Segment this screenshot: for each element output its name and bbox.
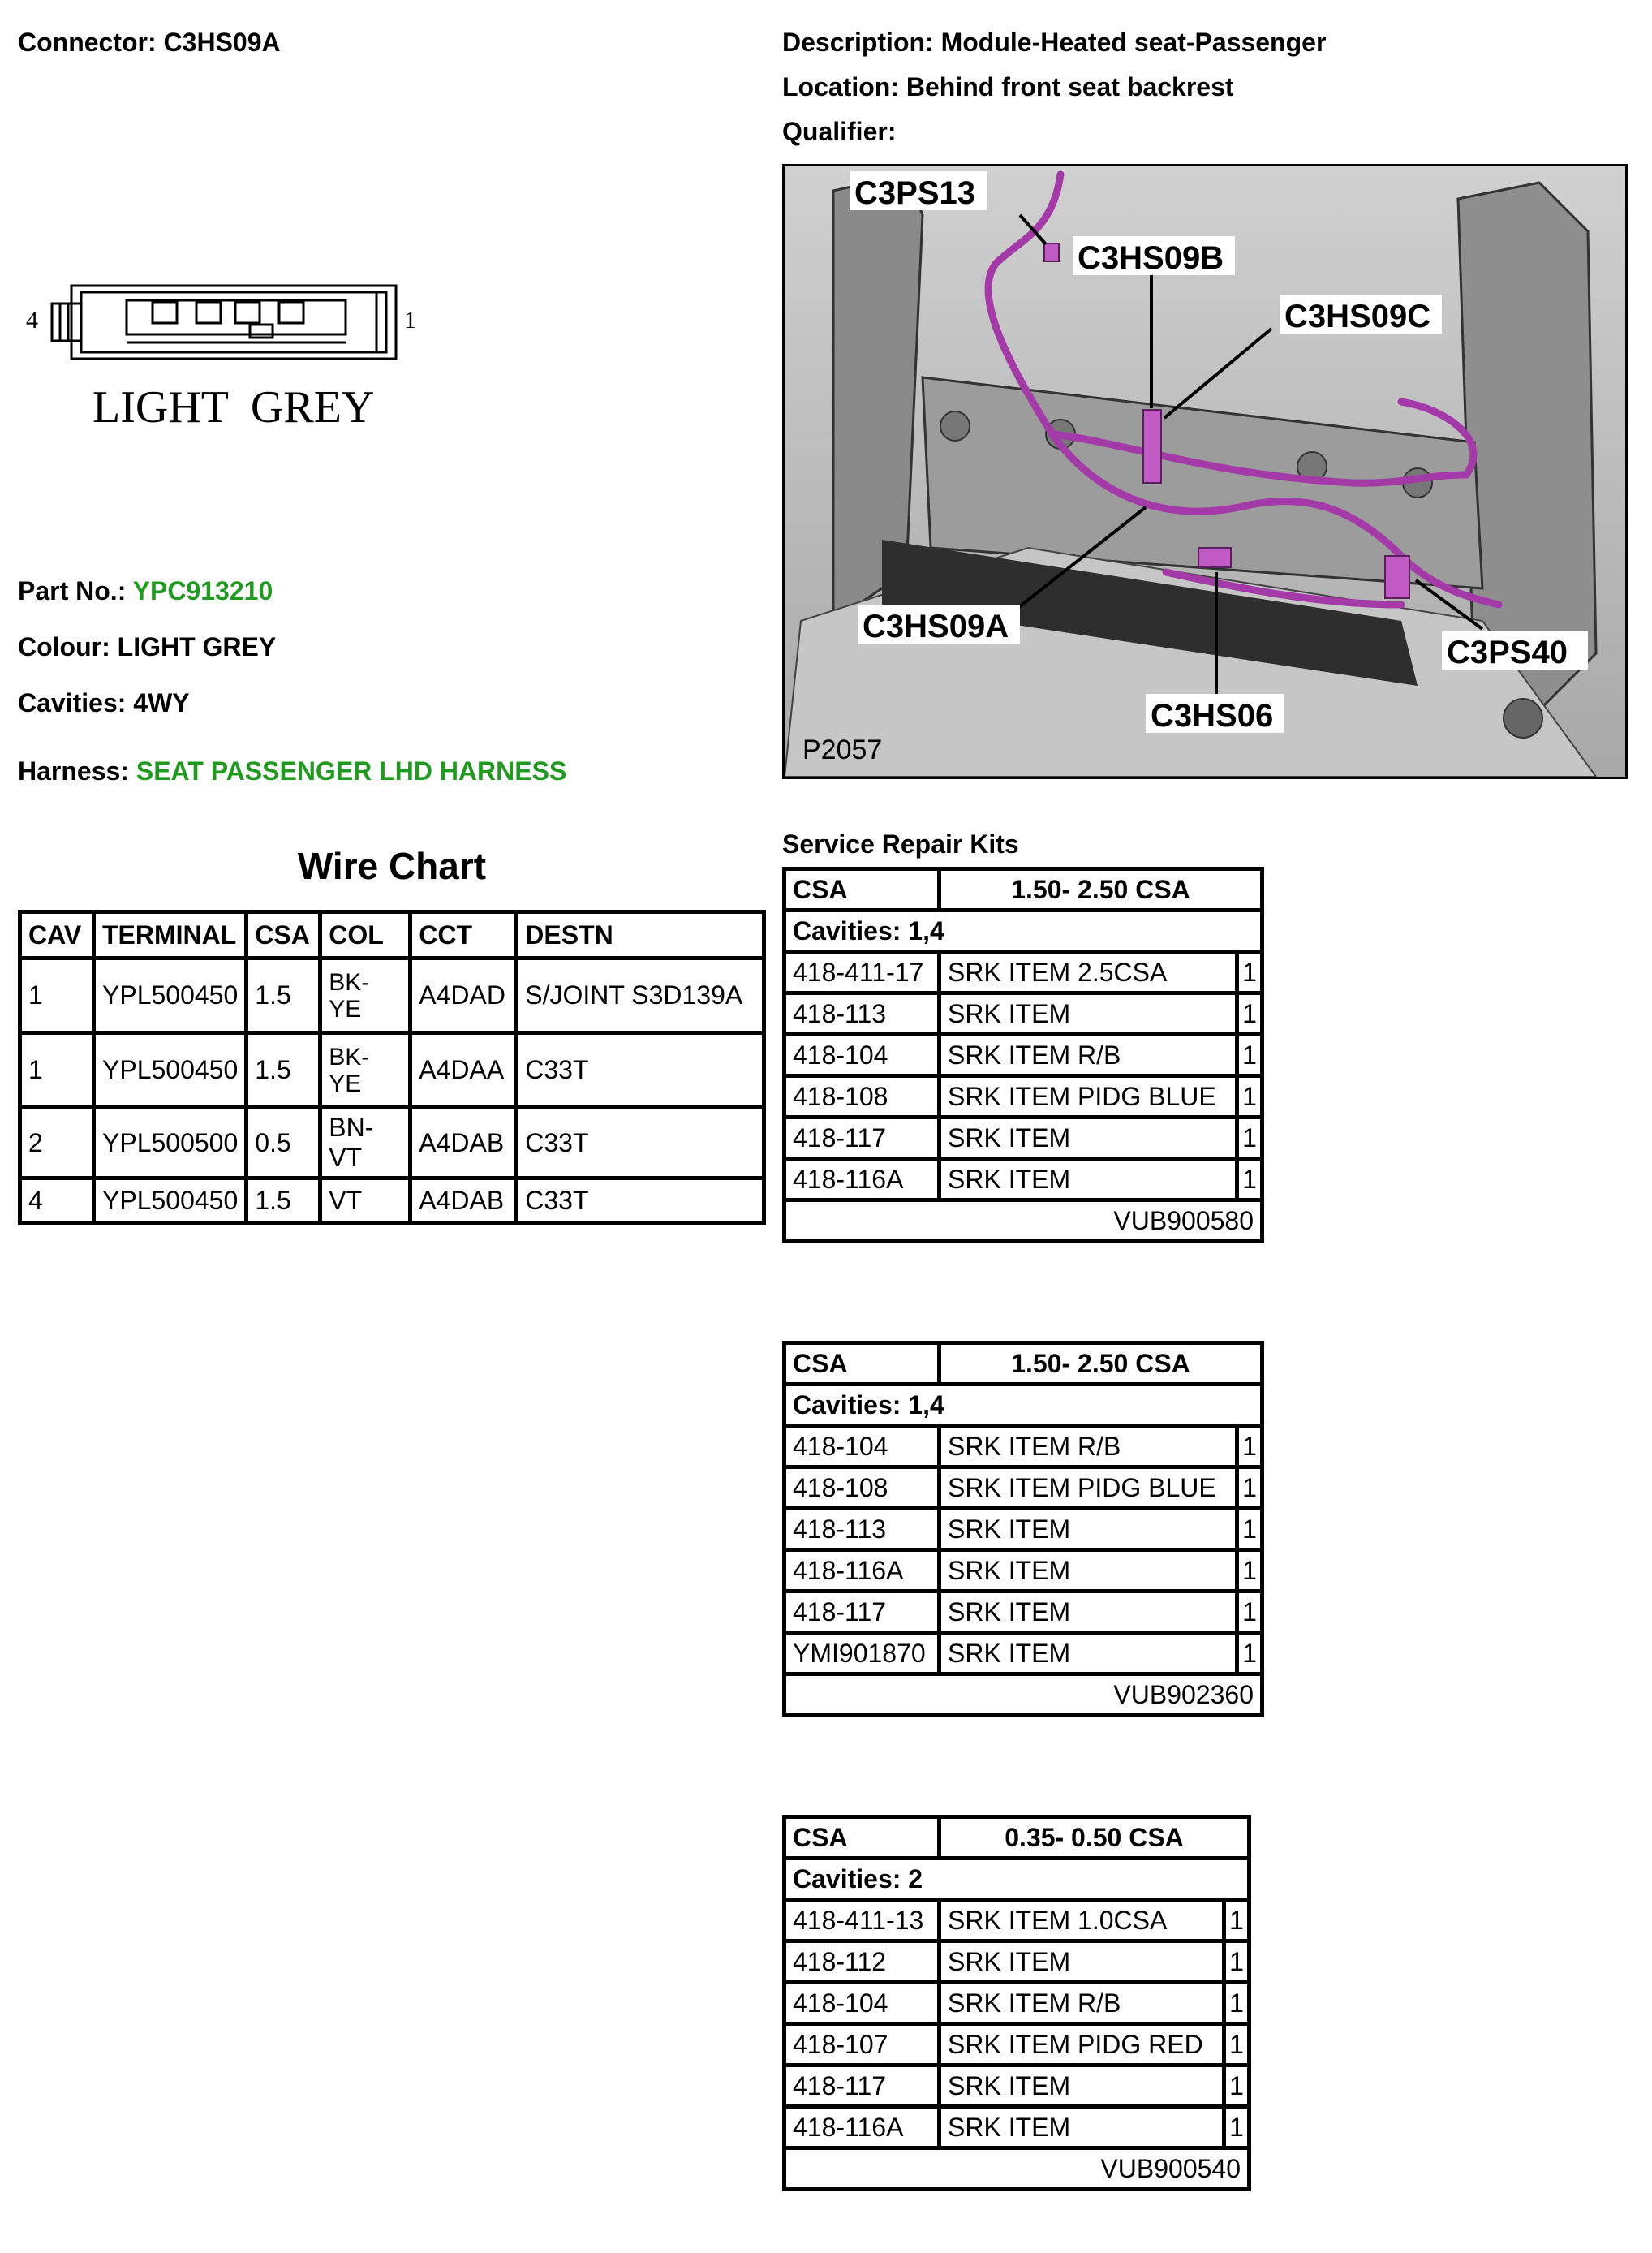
kit-item-desc: SRK ITEM xyxy=(940,993,1237,1035)
list-item xyxy=(785,1426,1263,1467)
list-item xyxy=(785,1159,1263,1200)
list-item xyxy=(785,1118,1263,1159)
cell-cav: 1 xyxy=(20,1033,94,1108)
kit-csa-label: CSA xyxy=(785,869,940,911)
kit-item-code: 418-113 xyxy=(785,1509,940,1550)
cell-cav: 1 xyxy=(20,958,94,1033)
cell-csa: 1.5 xyxy=(247,1033,321,1108)
kit-item-code: 418-117 xyxy=(785,2066,940,2107)
header-col: COL xyxy=(321,912,411,958)
kit-item-desc: SRK ITEM R/B xyxy=(940,1035,1237,1076)
kit-item-qty: 1 xyxy=(1237,1509,1263,1550)
cell-col: VT xyxy=(321,1178,411,1223)
kit-item-qty: 1 xyxy=(1237,1076,1263,1118)
kit-item-qty: 1 xyxy=(1237,1550,1263,1592)
cell-cct: A4DAD xyxy=(411,958,517,1033)
part-no xyxy=(18,576,273,606)
cell-cav: 4 xyxy=(20,1178,94,1223)
kit-item-code: 418-116A xyxy=(785,1159,940,1200)
kit-item-qty: 1 xyxy=(1237,1426,1263,1467)
kit-item-qty: 1 xyxy=(1224,1900,1250,1941)
cell-terminal: YPL500450 xyxy=(94,1033,247,1108)
cell-terminal: YPL500450 xyxy=(94,958,247,1033)
list-item xyxy=(785,1900,1250,1941)
list-item xyxy=(785,2107,1250,2148)
kit-cavities: Cavities: 1,4 xyxy=(785,911,1263,952)
description-label: Description: Module-Heated seat-Passenger xyxy=(782,28,1327,57)
callout-c3hs09b: C3HS09B xyxy=(1078,240,1224,276)
part-no-label: Part No.: xyxy=(18,576,127,605)
kit-item-desc: SRK ITEM xyxy=(940,1118,1237,1159)
list-item xyxy=(785,1633,1263,1674)
kit-item-code: 418-113 xyxy=(785,993,940,1035)
header-destn: DESTN xyxy=(517,912,764,958)
callout-c3hs09a: C3HS09A xyxy=(863,609,1009,644)
kit-csa-range: 1.50- 2.50 CSA xyxy=(940,1343,1263,1385)
table-row xyxy=(20,1033,764,1108)
cell-csa: 1.5 xyxy=(247,1178,321,1223)
kit-item-code: 418-117 xyxy=(785,1592,940,1633)
header-cct: CCT xyxy=(411,912,517,958)
kit-item-qty: 1 xyxy=(1237,1633,1263,1674)
left-pin-number: 4 xyxy=(26,307,38,334)
kit-item-qty: 1 xyxy=(1237,1467,1263,1509)
cell-cct: A4DAB xyxy=(411,1108,517,1178)
kit-item-desc: SRK ITEM xyxy=(940,1592,1237,1633)
kit-item-desc: SRK ITEM PIDG BLUE xyxy=(940,1076,1237,1118)
list-item xyxy=(785,1035,1263,1076)
repair-kit-table-3 xyxy=(782,1815,1251,2191)
harness-value[interactable]: SEAT PASSENGER LHD HARNESS xyxy=(136,756,567,786)
callout-c3ps13: C3PS13 xyxy=(854,175,975,211)
list-item xyxy=(785,1941,1250,1983)
kit-item-qty: 1 xyxy=(1224,1941,1250,1983)
kit-item-code: 418-411-13 xyxy=(785,1900,940,1941)
right-pin-number: 1 xyxy=(404,307,416,334)
kit-item-code: YMI901870 xyxy=(785,1633,940,1674)
kit-item-code: 418-108 xyxy=(785,1467,940,1509)
kit-item-code: 418-104 xyxy=(785,1035,940,1076)
kit-number: VUB900580 xyxy=(785,1200,1263,1242)
kit-cavities: Cavities: 2 xyxy=(785,1859,1250,1900)
list-item xyxy=(785,1509,1263,1550)
kit-item-qty: 1 xyxy=(1224,2066,1250,2107)
kit-item-code: 418-117 xyxy=(785,1118,940,1159)
connector-label: Connector: C3HS09A xyxy=(18,28,281,57)
cell-col: BK- YE xyxy=(321,1033,411,1108)
kit-item-desc: SRK ITEM xyxy=(940,1159,1237,1200)
kit-item-qty: 1 xyxy=(1224,1983,1250,2024)
cell-terminal: YPL500500 xyxy=(94,1108,247,1178)
kit-item-qty: 1 xyxy=(1224,2107,1250,2148)
repair-kit-table-1 xyxy=(782,867,1264,1243)
kit-item-desc: SRK ITEM xyxy=(940,2107,1224,2148)
kit-item-qty: 1 xyxy=(1237,1118,1263,1159)
table-row xyxy=(20,1108,764,1178)
header-terminal: TERMINAL xyxy=(94,912,247,958)
cell-cct: A4DAA xyxy=(411,1033,517,1108)
callout-c3ps40: C3PS40 xyxy=(1447,635,1568,670)
cell-destn: C33T xyxy=(517,1108,764,1178)
cell-csa: 0.5 xyxy=(247,1108,321,1178)
kit-item-desc: SRK ITEM xyxy=(940,2066,1224,2107)
connector-face-drawing xyxy=(23,268,428,446)
kit-item-qty: 1 xyxy=(1237,952,1263,993)
cell-terminal: YPL500450 xyxy=(94,1178,247,1223)
kit-item-code: 418-107 xyxy=(785,2024,940,2066)
qualifier-label: Qualifier: xyxy=(782,117,897,146)
cell-csa: 1.5 xyxy=(247,958,321,1033)
service-repair-kits-title: Service Repair Kits xyxy=(782,829,1019,859)
kit-item-qty: 1 xyxy=(1237,993,1263,1035)
kit-item-desc: SRK ITEM R/B xyxy=(940,1983,1224,2024)
kit-item-code: 418-116A xyxy=(785,1550,940,1592)
kit-item-code: 418-112 xyxy=(785,1941,940,1983)
list-item xyxy=(785,1592,1263,1633)
cell-destn: C33T xyxy=(517,1178,764,1223)
kit-cavities: Cavities: 1,4 xyxy=(785,1385,1263,1426)
list-item xyxy=(785,2024,1250,2066)
location-label: Location: Behind front seat backrest xyxy=(782,72,1234,101)
callout-c3hs09c: C3HS09C xyxy=(1284,299,1431,334)
kit-csa-label: CSA xyxy=(785,1817,940,1859)
colour-label: Colour: LIGHT GREY xyxy=(18,632,277,661)
photo-ref: P2057 xyxy=(802,734,883,765)
cavities-label: Cavities: 4WY xyxy=(18,688,190,717)
kit-item-code: 418-108 xyxy=(785,1076,940,1118)
cell-cct: A4DAB xyxy=(411,1178,517,1223)
header-cav: CAV xyxy=(20,912,94,958)
kit-csa-range: 0.35- 0.50 CSA xyxy=(940,1817,1250,1859)
kit-item-desc: SRK ITEM R/B xyxy=(940,1426,1237,1467)
location-photo xyxy=(782,164,1628,779)
kit-csa-label: CSA xyxy=(785,1343,940,1385)
kit-number: VUB902360 xyxy=(785,1674,1263,1716)
cell-destn: S/JOINT S3D139A xyxy=(517,958,764,1033)
cell-col: BN-VT xyxy=(321,1108,411,1178)
wire-chart-title: Wire Chart xyxy=(297,845,487,887)
kit-item-code: 418-411-17 xyxy=(785,952,940,993)
list-item xyxy=(785,1467,1263,1509)
connector-colour-text: LIGHT GREY xyxy=(92,382,375,433)
kit-item-code: 418-104 xyxy=(785,1983,940,2024)
cell-destn: C33T xyxy=(517,1033,764,1108)
seat-frame-illustration xyxy=(785,166,1625,777)
connector-diagram xyxy=(23,268,428,446)
table-row xyxy=(20,1178,764,1223)
kit-item-qty: 1 xyxy=(1237,1592,1263,1633)
cell-col: BK- YE xyxy=(321,958,411,1033)
kit-item-code: 418-116A xyxy=(785,2107,940,2148)
list-item xyxy=(785,952,1263,993)
harness xyxy=(18,756,566,786)
list-item xyxy=(785,993,1263,1035)
wire-chart-header-row xyxy=(20,912,764,958)
kit-item-desc: SRK ITEM PIDG RED xyxy=(940,2024,1224,2066)
kit-item-desc: SRK ITEM 2.5CSA xyxy=(940,952,1237,993)
kit-item-desc: SRK ITEM 1.0CSA xyxy=(940,1900,1224,1941)
kit-item-desc: SRK ITEM xyxy=(940,1941,1224,1983)
repair-kit-table-2 xyxy=(782,1341,1264,1717)
kit-item-qty: 1 xyxy=(1237,1035,1263,1076)
list-item xyxy=(785,2066,1250,2107)
kit-csa-range: 1.50- 2.50 CSA xyxy=(940,869,1263,911)
kit-item-desc: SRK ITEM xyxy=(940,1633,1237,1674)
header-csa: CSA xyxy=(247,912,321,958)
harness-label: Harness: xyxy=(18,756,129,786)
list-item xyxy=(785,1076,1263,1118)
cell-cav: 2 xyxy=(20,1108,94,1178)
list-item xyxy=(785,1550,1263,1592)
callout-c3hs06: C3HS06 xyxy=(1151,698,1274,734)
kit-item-qty: 1 xyxy=(1224,2024,1250,2066)
list-item xyxy=(785,1983,1250,2024)
kit-item-desc: SRK ITEM xyxy=(940,1509,1237,1550)
part-no-value[interactable]: YPC913210 xyxy=(132,576,273,605)
kit-item-qty: 1 xyxy=(1237,1159,1263,1200)
kit-number: VUB900540 xyxy=(785,2148,1250,2190)
kit-item-desc: SRK ITEM xyxy=(940,1550,1237,1592)
kit-item-desc: SRK ITEM PIDG BLUE xyxy=(940,1467,1237,1509)
table-row xyxy=(20,958,764,1033)
kit-item-code: 418-104 xyxy=(785,1426,940,1467)
wire-chart-table xyxy=(18,910,766,1225)
